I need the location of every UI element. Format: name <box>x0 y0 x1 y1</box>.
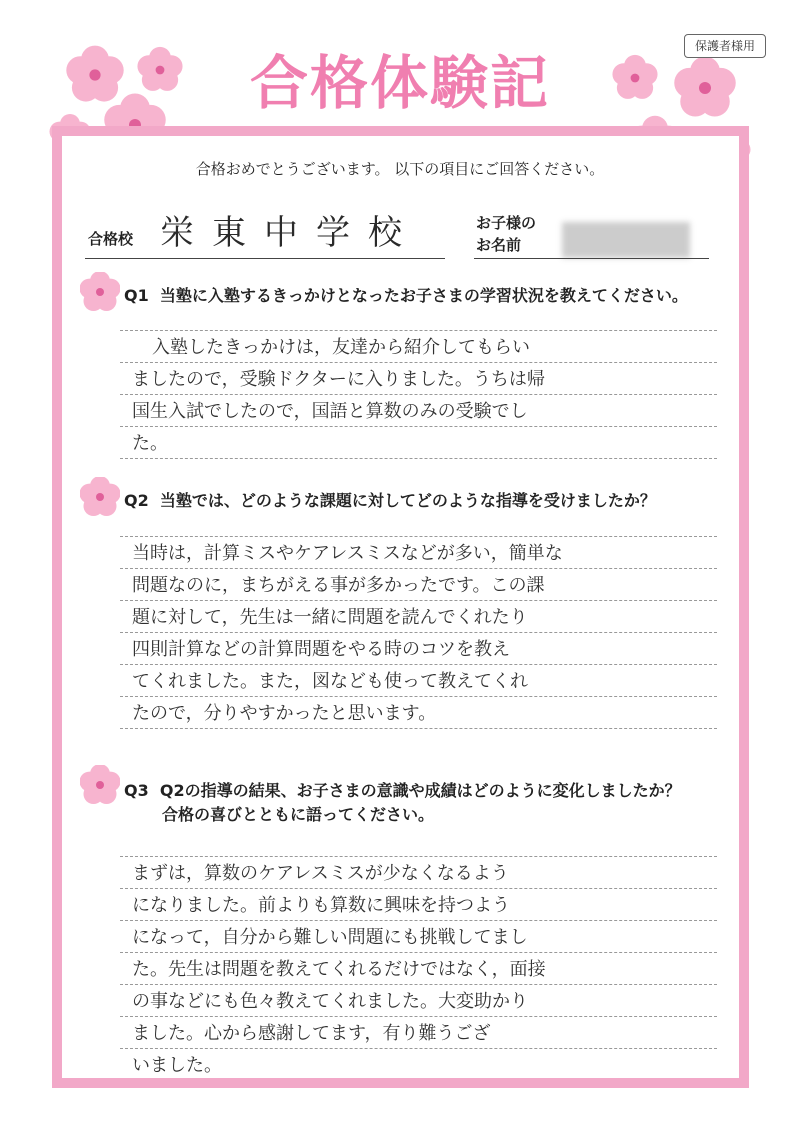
q3-question-line2: 合格の喜びとともに語ってください。 <box>162 805 435 824</box>
q2-answer-line: 題に対して，先生は一緒に問題を読んでくれたり <box>132 607 528 628</box>
q3-answer-line: まずは，算数のケアレスミスが少なくなるよう <box>132 863 509 884</box>
q2-answer-line: 四則計算などの計算問題をやる時のコツを教え <box>132 639 510 660</box>
q1-answer <box>132 332 717 460</box>
intro-text: 合格おめでとうございます。 以下の項目にご回答ください。 <box>195 160 605 178</box>
q2-answer-line: 問題なのに，まちがえる事が多かったです。この課 <box>132 575 545 596</box>
page-title: 合格体験記 <box>249 49 550 117</box>
q3-answer <box>132 858 717 1082</box>
ruled-line <box>120 536 717 537</box>
q3-blossom-icon <box>80 765 120 805</box>
q3-question-line1: Q2の指導の結果、お子さまの意識や成績はどのように変化しましたか？ <box>159 781 681 800</box>
q3-answer-line: になって，自分から難しい問題にも挑戦してまし <box>132 927 528 948</box>
school-name-handwritten: 栄東中学校 <box>160 213 420 253</box>
q1-number: Q1 <box>124 286 149 305</box>
q2-number: Q2 <box>124 491 149 510</box>
school-label: 合格校 <box>88 230 134 248</box>
q3-answer-line: た。先生は問題を教えてくれるだけではなく，面接 <box>132 959 546 980</box>
q1-answer-line: た。 <box>132 433 168 454</box>
child-name-label-line2: お名前 <box>476 236 522 254</box>
q3-number: Q3 <box>124 781 149 800</box>
q3-question <box>124 778 681 801</box>
child-name-redacted <box>562 222 690 258</box>
q1-question <box>124 283 688 306</box>
ruled-line <box>120 856 717 857</box>
school-underline <box>85 258 445 259</box>
q2-answer-line: たので，分りやすかったと思います。 <box>132 703 437 724</box>
q2-question <box>124 488 656 511</box>
q2-answer-line: てくれました。また，図なども使って教えてくれ <box>132 671 528 692</box>
q2-blossom-icon <box>80 477 120 517</box>
q1-answer-line: 入塾したきっかけは，友達から紹介してもらい <box>152 337 530 358</box>
q2-answer <box>132 538 717 730</box>
child-name-underline <box>474 258 709 259</box>
q1-answer-line: 国生入試でしたので，国語と算数のみの受験でし <box>132 401 528 422</box>
q1-answer-line: ましたので，受験ドクターに入りました。うちは帰 <box>132 369 545 390</box>
q3-answer-line: いました。 <box>132 1055 222 1076</box>
q2-question-text: 当塾では、どのような課題に対してどのような指導を受けましたか？ <box>159 491 656 510</box>
child-name-label-line1: お子様の <box>476 214 537 232</box>
q1-blossom-icon <box>80 272 120 312</box>
ruled-line <box>120 330 717 331</box>
q3-answer-line: になりました。前よりも算数に興味を持つよう <box>132 895 510 916</box>
q3-answer-line: の事などにも色々教えてくれました。大変助かり <box>132 991 528 1012</box>
audience-badge: 保護者様用 <box>684 34 766 58</box>
q3-answer-line: ました。心から感謝してます，有り難うござ <box>132 1023 491 1044</box>
q2-answer-line: 当時は，計算ミスやケアレスミスなどが多い，簡単な <box>132 543 563 564</box>
q1-question-text: 当塾に入塾するきっかけとなったお子さまの学習状況を教えてください。 <box>159 286 688 305</box>
